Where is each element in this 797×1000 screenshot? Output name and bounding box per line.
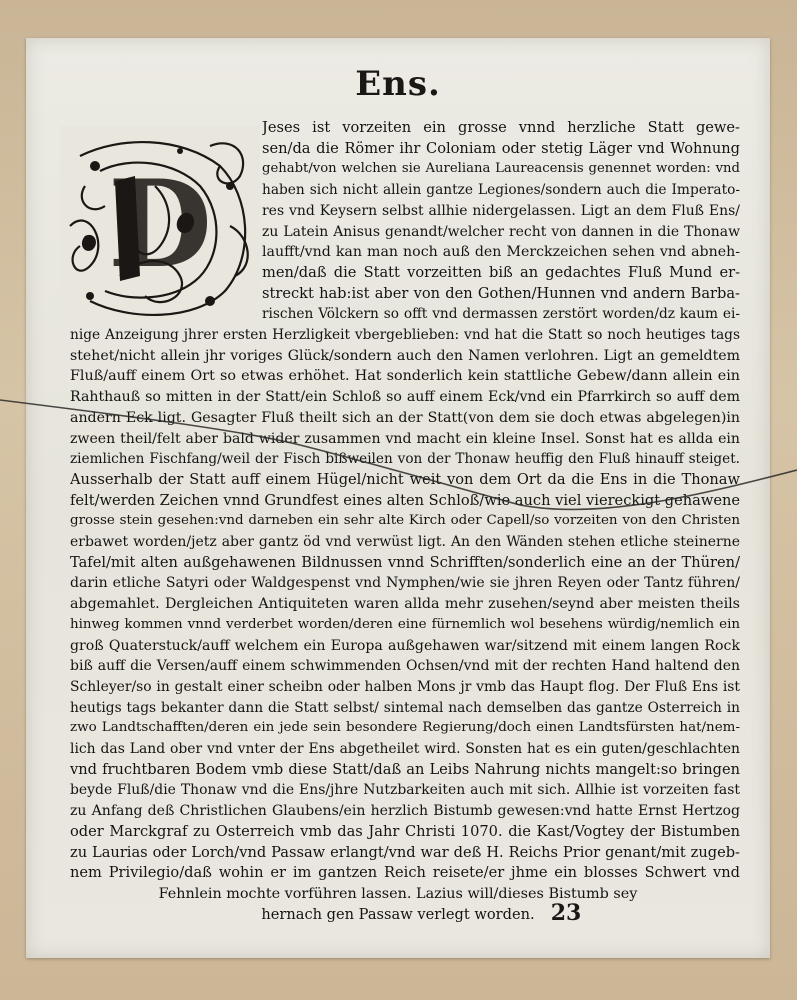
initial-letter: D <box>107 154 213 295</box>
text-line: andern Eck ligt. Gesagter Fluß theilt sich an der Statt(von dem sie doch etwas abgelegen)in <box>70 409 740 426</box>
text-line: hinweg kommen vnnd verderbet worden/deren eine fürnemlich wol besehens würdig/nemlich ein <box>70 616 740 632</box>
text-line: res vnd Keysern selbst allhie nidergelassen. Ligt an dem Fluß Ens/ <box>262 202 740 219</box>
text-line: abgemahlet. Dergleichen Antiquiteten waren allda mehr zusehen/seynd aber meisten theils <box>70 596 740 613</box>
text-line: sen/da die Römer ihr Coloniam oder stetig Läger vnd Wohnung <box>262 139 740 157</box>
text-line: zu Anfang deß Christlichen Glaubens/ein herzlich Bistumb gewesen:vnd hatte Ernst Hertzog <box>70 803 740 820</box>
text-line: zu Latein Anisus genandt/welcher recht von dannen in die Thonaw <box>262 223 740 240</box>
text-line: groß Quaterstuck/auff welchem ein Europa außgehawen war/sitzend mit einem langen Rock <box>70 637 740 654</box>
text-line: Jeses ist vorzeiten ein grosse vnnd herzliche Statt gewe- <box>262 119 740 136</box>
text-line: darin etliche Satyri oder Waldgespenst vnd Nymphen/wie sie jhren Reyen oder Tantz führen/ <box>70 575 740 592</box>
text-line: beyde Fluß/die Thonaw vnd die Ens/jhre Nutzbarkeiten auch mit sich. Allhie ist vorzeiten fast <box>70 782 740 799</box>
text-line: men/daß die Statt vorzeitten biß an gedachtes Fluß Mund er- <box>262 263 740 281</box>
text-line: Schleyer/so in gestalt einer scheibn oder halben Mons jr vmb das Haupt flog. Der Fluß Ens ist <box>70 678 740 695</box>
text-line: felt/werden Zeichen vnnd Grundfest eines alten Schloß/wie auch viel viereckigt gehawene <box>70 491 740 509</box>
text-line: rischen Völckern so offt vnd dermassen zerstört worden/dz kaum ei- <box>262 306 740 323</box>
text-line: Tafel/mit alten außgehawenen Bildnussen vnnd Schrifften/sonderlich eine an der Thüren/ <box>70 553 740 571</box>
text-line: haben sich nicht allein gantze Legiones/sondern auch die Imperato- <box>262 182 740 199</box>
text-line: lich das Land ober vnd vnter der Ens abgetheilet wird. Sonsten hat es ein guten/geschlachten <box>70 741 740 757</box>
text-line: laufft/vnd kan man noch auß den Merckzeichen sehen vnd abneh- <box>262 244 740 261</box>
text-line: biß auff die Versen/auff einem schwimmenden Ochsen/vnd mit der rechten Hand haltend den <box>70 658 740 675</box>
text-line: Rahthauß so mitten in der Statt/ein Schloß so auff einem Eck/vnd ein Pfarrkirch so auff dem <box>70 389 740 406</box>
text-line: nem Privilegio/daß wohin er im gantzen Reich reisete/er jhme ein blosses Schwert vnd <box>70 864 740 882</box>
text-line: zu Laurias oder Lorch/vnd Passaw erlangt/vnd war deß H. Reichs Prior genant/mit zugeb- <box>70 843 740 861</box>
text-line: vnd fruchtbaren Bodem vmb diese Statt/daß an Leibs Nahrung nichts mangelt:so bringen <box>70 760 740 778</box>
text-line: zween theil/felt aber bald wider zusammen vnd macht ein kleine Insel. Sonst hat es allda ein <box>70 430 740 447</box>
text-line: zwo Landtschafften/deren ein jede sein besondere Regierung/doch einen Landtsfürsten hat/nem- <box>70 720 740 736</box>
text-line: gehabt/von welchen sie Aureliana Laureacensis genennet worden: vnd <box>262 161 740 177</box>
text-line: Fehnlein mochte vorführen lassen. Lazius will/dieses Bistumb sey <box>158 885 638 902</box>
text-line: streckt hab:ist aber von den Gothen/Hunnen vnd andern Barba- <box>262 284 740 302</box>
document-page <box>26 38 770 958</box>
body-text <box>26 38 770 958</box>
text-line: oder Marckgraf zu Osterreich vmb das Jahr Christi 1070. die Kast/Vogtey der Bistumben <box>70 822 740 840</box>
text-line: stehet/nicht allein jhr voriges Glück/sondern auch den Namen verlohren. Ligt an gemeldtem <box>70 347 740 364</box>
text-line: Ausserhalb der Statt auff einem Hügel/nicht weit von dem Ort da die Ens in die Thonaw <box>70 470 740 488</box>
text-line: nige Anzeigung jhrer ersten Herzligkeit vbergeblieben: vnd hat die Statt so noch heutiges tags <box>70 327 740 343</box>
page-number: 23 <box>550 900 582 926</box>
text-line: ziemlichen Fischfang/weil der Fisch bißweilen von der Thonaw heuffig den Fluß hinauff steiget. <box>70 451 740 468</box>
text-line: erbawet worden/jetz aber gantz öd vnd verwüst ligt. An den Wänden stehen etliche steinerne <box>70 534 740 550</box>
text-line: heutigs tags bekanter dann die Statt selbst/ sintemal nach demselben das gantze Osterreich in <box>70 699 740 716</box>
page-title: Ens. <box>355 64 441 104</box>
text-line: hernach gen Passaw verlegt worden. <box>261 905 535 923</box>
text-line: Fluß/auff einem Ort so etwas erhöhet. Hat sonderlich kein stattliche Gebew/dann allein ein <box>70 368 740 385</box>
text-line: grosse stein gesehen:vnd darneben ein sehr alte Kirch oder Capell/so vorzeiten von den Christen <box>70 513 740 529</box>
